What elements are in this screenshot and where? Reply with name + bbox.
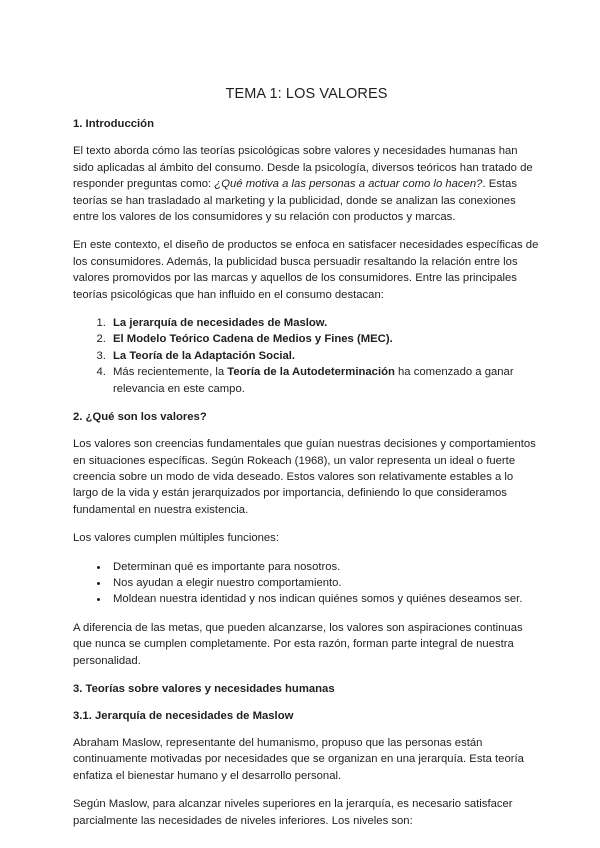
valores-paragraph-2: Los valores cumplen múltiples funciones: [73, 532, 279, 545]
list-item [109, 364, 540, 397]
intro-p1-question: ¿Qué motiva a las personas a actuar como lo hacen? [214, 178, 483, 191]
section-heading-introduccion: 1. Introducción [73, 118, 154, 131]
list-item-bold: Teoría de la Autodeterminación [227, 366, 395, 379]
list-item-text: El Modelo Teórico Cadena de Medios y Fines (MEC). [113, 333, 393, 346]
intro-paragraph-2: En este contexto, el diseño de productos se enfoca en satisfacer necesidades específicas de los consumidores. Además, la publicidad busca persuadir resaltando la relación entre los valores promovidos por las marcas y aquellos de los consumidores. Entre las principales teorías psicológicas que han influido en el consumo destacan: [73, 239, 539, 301]
list-item: • Nos ayudan a elegir nuestro comportamiento. [109, 575, 540, 591]
list-item-text: La Teoría de la Adaptación Social. [113, 349, 296, 362]
list-item: • Moldean nuestra identidad y nos indican quiénes somos y quiénes deseamos ser. [109, 591, 540, 607]
section-heading-teorias: 3. Teorías sobre valores y necesidades humanas [73, 682, 335, 695]
list-item [109, 315, 540, 331]
intro-paragraph-1 [73, 143, 540, 225]
list-item-text-a: Más recientemente, la [113, 366, 228, 379]
maslow-paragraph-1: Abraham Maslow, representante del humanismo, propuso que las personas están continuamente motivadas por necesidades que se organizan en una jerarquía. Esta teoría enfatiza el bienestar humano y el desarrollo personal. [73, 736, 524, 782]
intro-p1-text-b: . Estas teorías se han trasladado al marketing y la publicidad, donde se analizan las conexiones entre los valores de los consumidores y su relación con productos y marcas. [73, 178, 517, 224]
theories-list [73, 315, 540, 397]
list-item [109, 348, 540, 364]
maslow-paragraph-2: Según Maslow, para alcanzar niveles superiores en la jerarquía, es necesario satisfacer parcialmente las necesidades de niveles inferiores. Los niveles son: [73, 798, 513, 827]
list-item-text-b: ha comenzado a ganar relevancia en este campo. [113, 366, 514, 395]
subsection-heading-maslow: 3.1. Jerarquía de necesidades de Maslow [73, 709, 294, 722]
valores-paragraph-1: Los valores son creencias fundamentales que guían nuestras decisiones y comportamientos en situaciones específicas. Según Rokeach (1968), un valor representa un ideal o fuerte creencia sobre un modo de vida deseado. Estos valores son relativamente estables a lo largo de la vida y están jerarquizados por importancia, definiendo lo que consideramos fundamental en nuestra existencia. [73, 438, 536, 516]
page-title: TEMA 1: LOS VALORES [225, 86, 388, 102]
list-item [109, 331, 540, 347]
list-item-text: La jerarquía de necesidades de Maslow. [113, 317, 328, 330]
functions-list [73, 559, 540, 608]
list-item: • Determinan qué es importante para nosotros. [109, 559, 540, 575]
intro-p1-text-a: El texto aborda cómo las teorías psicológicas sobre valores y necesidades humanas han sido aplicadas al ámbito del consumo. Desde la psicología, diversos teóricos han tratado de responder preguntas como: [73, 145, 533, 191]
valores-paragraph-3: A diferencia de las metas, que pueden alcanzarse, los valores son aspiraciones continuas que nunca se cumplen completamente. Por esta razón, forman parte integral de nuestra personalidad. [73, 621, 523, 667]
section-heading-valores: 2. ¿Qué son los valores? [73, 411, 207, 424]
